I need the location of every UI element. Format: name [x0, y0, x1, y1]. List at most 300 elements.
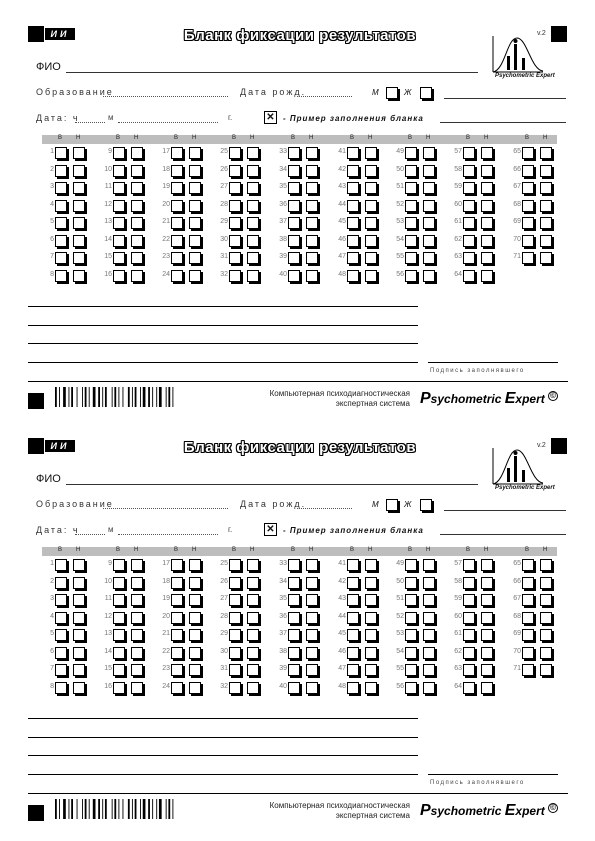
answer-no-checkbox[interactable] — [131, 647, 143, 659]
answer-yes-checkbox[interactable] — [463, 682, 475, 694]
answer-no-checkbox[interactable] — [247, 612, 259, 624]
answer-no-checkbox[interactable] — [423, 682, 435, 694]
answer-yes-checkbox[interactable] — [405, 252, 417, 264]
answer-yes-checkbox[interactable] — [463, 270, 475, 282]
answer-yes-checkbox[interactable] — [171, 252, 183, 264]
answer-no-checkbox[interactable] — [247, 577, 259, 589]
answer-yes-checkbox[interactable] — [522, 235, 534, 247]
answer-no-checkbox[interactable] — [247, 182, 259, 194]
answer-yes-checkbox[interactable] — [229, 235, 241, 247]
answer-yes-checkbox[interactable] — [113, 664, 125, 676]
answer-yes-checkbox[interactable] — [288, 629, 300, 641]
answer-no-checkbox[interactable] — [189, 252, 201, 264]
answer-no-checkbox[interactable] — [365, 559, 377, 571]
answer-no-checkbox[interactable] — [540, 165, 552, 177]
notes-line[interactable] — [28, 362, 418, 363]
answer-no-checkbox[interactable] — [189, 200, 201, 212]
answer-no-checkbox[interactable] — [73, 647, 85, 659]
answer-yes-checkbox[interactable] — [113, 612, 125, 624]
answer-no-checkbox[interactable] — [540, 664, 552, 676]
answer-no-checkbox[interactable] — [540, 612, 552, 624]
extra-field-2[interactable] — [440, 534, 566, 535]
answer-no-checkbox[interactable] — [423, 664, 435, 676]
answer-no-checkbox[interactable] — [365, 629, 377, 641]
answer-yes-checkbox[interactable] — [522, 147, 534, 159]
answer-no-checkbox[interactable] — [131, 612, 143, 624]
answer-yes-checkbox[interactable] — [463, 182, 475, 194]
answer-yes-checkbox[interactable] — [347, 182, 359, 194]
answer-no-checkbox[interactable] — [540, 647, 552, 659]
answer-no-checkbox[interactable] — [423, 577, 435, 589]
answer-yes-checkbox[interactable] — [288, 235, 300, 247]
answer-yes-checkbox[interactable] — [288, 147, 300, 159]
answer-yes-checkbox[interactable] — [288, 182, 300, 194]
answer-yes-checkbox[interactable] — [405, 200, 417, 212]
answer-yes-checkbox[interactable] — [522, 559, 534, 571]
answer-yes-checkbox[interactable] — [55, 559, 67, 571]
answer-yes-checkbox[interactable] — [113, 182, 125, 194]
answer-no-checkbox[interactable] — [131, 664, 143, 676]
answer-yes-checkbox[interactable] — [288, 217, 300, 229]
answer-yes-checkbox[interactable] — [405, 235, 417, 247]
answer-no-checkbox[interactable] — [189, 217, 201, 229]
answer-yes-checkbox[interactable] — [347, 200, 359, 212]
answer-no-checkbox[interactable] — [423, 270, 435, 282]
answer-no-checkbox[interactable] — [365, 235, 377, 247]
answer-no-checkbox[interactable] — [73, 612, 85, 624]
answer-no-checkbox[interactable] — [423, 147, 435, 159]
extra-field[interactable] — [444, 510, 566, 511]
answer-yes-checkbox[interactable] — [463, 200, 475, 212]
answer-yes-checkbox[interactable] — [229, 647, 241, 659]
answer-yes-checkbox[interactable] — [113, 252, 125, 264]
answer-yes-checkbox[interactable] — [347, 217, 359, 229]
answer-no-checkbox[interactable] — [365, 200, 377, 212]
answer-yes-checkbox[interactable] — [347, 594, 359, 606]
answer-yes-checkbox[interactable] — [463, 629, 475, 641]
answer-no-checkbox[interactable] — [365, 682, 377, 694]
answer-yes-checkbox[interactable] — [463, 165, 475, 177]
signature-field[interactable] — [428, 774, 558, 775]
answer-yes-checkbox[interactable] — [229, 612, 241, 624]
answer-yes-checkbox[interactable] — [229, 165, 241, 177]
answer-no-checkbox[interactable] — [131, 577, 143, 589]
answer-yes-checkbox[interactable] — [522, 165, 534, 177]
answer-yes-checkbox[interactable] — [55, 629, 67, 641]
answer-no-checkbox[interactable] — [189, 664, 201, 676]
answer-yes-checkbox[interactable] — [229, 577, 241, 589]
answer-no-checkbox[interactable] — [540, 252, 552, 264]
education-field[interactable] — [103, 96, 228, 97]
answer-no-checkbox[interactable] — [189, 165, 201, 177]
answer-yes-checkbox[interactable] — [463, 664, 475, 676]
answer-yes-checkbox[interactable] — [229, 252, 241, 264]
answer-no-checkbox[interactable] — [481, 664, 493, 676]
answer-no-checkbox[interactable] — [423, 217, 435, 229]
notes-line[interactable] — [28, 774, 418, 775]
answer-yes-checkbox[interactable] — [347, 252, 359, 264]
answer-no-checkbox[interactable] — [306, 577, 318, 589]
answer-no-checkbox[interactable] — [73, 147, 85, 159]
answer-no-checkbox[interactable] — [481, 559, 493, 571]
answer-yes-checkbox[interactable] — [405, 612, 417, 624]
answer-yes-checkbox[interactable] — [229, 200, 241, 212]
answer-no-checkbox[interactable] — [189, 559, 201, 571]
answer-no-checkbox[interactable] — [306, 147, 318, 159]
answer-yes-checkbox[interactable] — [113, 647, 125, 659]
answer-yes-checkbox[interactable] — [347, 612, 359, 624]
answer-no-checkbox[interactable] — [365, 594, 377, 606]
answer-yes-checkbox[interactable] — [171, 612, 183, 624]
education-field[interactable] — [103, 508, 228, 509]
answer-no-checkbox[interactable] — [131, 235, 143, 247]
answer-no-checkbox[interactable] — [247, 217, 259, 229]
answer-yes-checkbox[interactable] — [55, 682, 67, 694]
answer-yes-checkbox[interactable] — [288, 200, 300, 212]
answer-yes-checkbox[interactable] — [55, 165, 67, 177]
answer-no-checkbox[interactable] — [365, 270, 377, 282]
answer-no-checkbox[interactable] — [73, 664, 85, 676]
notes-line[interactable] — [28, 718, 418, 719]
answer-yes-checkbox[interactable] — [171, 217, 183, 229]
answer-yes-checkbox[interactable] — [288, 559, 300, 571]
answer-no-checkbox[interactable] — [189, 577, 201, 589]
answer-yes-checkbox[interactable] — [171, 682, 183, 694]
answer-yes-checkbox[interactable] — [522, 612, 534, 624]
answer-no-checkbox[interactable] — [306, 594, 318, 606]
answer-no-checkbox[interactable] — [189, 629, 201, 641]
gender-m-checkbox[interactable] — [386, 499, 398, 511]
answer-yes-checkbox[interactable] — [522, 629, 534, 641]
answer-no-checkbox[interactable] — [481, 594, 493, 606]
answer-no-checkbox[interactable] — [306, 682, 318, 694]
answer-no-checkbox[interactable] — [365, 612, 377, 624]
answer-yes-checkbox[interactable] — [113, 577, 125, 589]
answer-no-checkbox[interactable] — [306, 200, 318, 212]
answer-yes-checkbox[interactable] — [55, 147, 67, 159]
answer-no-checkbox[interactable] — [540, 594, 552, 606]
answer-yes-checkbox[interactable] — [229, 682, 241, 694]
answer-yes-checkbox[interactable] — [171, 182, 183, 194]
answer-yes-checkbox[interactable] — [347, 629, 359, 641]
answer-yes-checkbox[interactable] — [405, 165, 417, 177]
answer-no-checkbox[interactable] — [73, 594, 85, 606]
answer-no-checkbox[interactable] — [131, 182, 143, 194]
answer-no-checkbox[interactable] — [481, 629, 493, 641]
answer-yes-checkbox[interactable] — [229, 559, 241, 571]
date-month-field[interactable] — [118, 534, 218, 535]
answer-no-checkbox[interactable] — [73, 235, 85, 247]
answer-yes-checkbox[interactable] — [347, 235, 359, 247]
answer-no-checkbox[interactable] — [423, 235, 435, 247]
answer-no-checkbox[interactable] — [481, 200, 493, 212]
answer-no-checkbox[interactable] — [131, 629, 143, 641]
answer-no-checkbox[interactable] — [247, 664, 259, 676]
answer-yes-checkbox[interactable] — [55, 235, 67, 247]
answer-yes-checkbox[interactable] — [405, 559, 417, 571]
answer-no-checkbox[interactable] — [131, 559, 143, 571]
answer-no-checkbox[interactable] — [306, 217, 318, 229]
answer-yes-checkbox[interactable] — [113, 217, 125, 229]
answer-no-checkbox[interactable] — [481, 165, 493, 177]
answer-no-checkbox[interactable] — [481, 147, 493, 159]
answer-no-checkbox[interactable] — [423, 200, 435, 212]
answer-no-checkbox[interactable] — [247, 682, 259, 694]
answer-yes-checkbox[interactable] — [522, 594, 534, 606]
answer-yes-checkbox[interactable] — [229, 217, 241, 229]
answer-no-checkbox[interactable] — [540, 235, 552, 247]
answer-yes-checkbox[interactable] — [463, 594, 475, 606]
gender-m-checkbox[interactable] — [386, 87, 398, 99]
answer-yes-checkbox[interactable] — [405, 629, 417, 641]
answer-yes-checkbox[interactable] — [347, 165, 359, 177]
answer-no-checkbox[interactable] — [306, 629, 318, 641]
fio-field[interactable] — [66, 72, 478, 73]
answer-no-checkbox[interactable] — [189, 682, 201, 694]
answer-no-checkbox[interactable] — [131, 147, 143, 159]
birthdate-field[interactable] — [297, 96, 352, 97]
answer-no-checkbox[interactable] — [481, 270, 493, 282]
answer-yes-checkbox[interactable] — [522, 647, 534, 659]
answer-no-checkbox[interactable] — [306, 182, 318, 194]
answer-no-checkbox[interactable] — [540, 577, 552, 589]
answer-yes-checkbox[interactable] — [288, 612, 300, 624]
answer-yes-checkbox[interactable] — [113, 165, 125, 177]
answer-yes-checkbox[interactable] — [288, 270, 300, 282]
answer-no-checkbox[interactable] — [306, 270, 318, 282]
answer-yes-checkbox[interactable] — [171, 577, 183, 589]
notes-line[interactable] — [28, 306, 418, 307]
answer-no-checkbox[interactable] — [189, 182, 201, 194]
answer-yes-checkbox[interactable] — [405, 594, 417, 606]
answer-no-checkbox[interactable] — [306, 559, 318, 571]
answer-no-checkbox[interactable] — [247, 200, 259, 212]
answer-no-checkbox[interactable] — [247, 594, 259, 606]
answer-no-checkbox[interactable] — [306, 235, 318, 247]
answer-yes-checkbox[interactable] — [405, 270, 417, 282]
answer-no-checkbox[interactable] — [306, 165, 318, 177]
answer-yes-checkbox[interactable] — [229, 629, 241, 641]
answer-no-checkbox[interactable] — [365, 664, 377, 676]
answer-yes-checkbox[interactable] — [55, 594, 67, 606]
answer-yes-checkbox[interactable] — [171, 270, 183, 282]
answer-yes-checkbox[interactable] — [171, 200, 183, 212]
answer-no-checkbox[interactable] — [306, 252, 318, 264]
answer-no-checkbox[interactable] — [423, 647, 435, 659]
answer-no-checkbox[interactable] — [481, 252, 493, 264]
answer-yes-checkbox[interactable] — [113, 270, 125, 282]
extra-field[interactable] — [444, 98, 566, 99]
fio-field[interactable] — [66, 484, 478, 485]
answer-no-checkbox[interactable] — [481, 647, 493, 659]
answer-yes-checkbox[interactable] — [405, 682, 417, 694]
answer-yes-checkbox[interactable] — [229, 270, 241, 282]
answer-yes-checkbox[interactable] — [347, 647, 359, 659]
answer-yes-checkbox[interactable] — [463, 612, 475, 624]
answer-yes-checkbox[interactable] — [463, 559, 475, 571]
answer-no-checkbox[interactable] — [423, 594, 435, 606]
answer-no-checkbox[interactable] — [481, 217, 493, 229]
answer-yes-checkbox[interactable] — [171, 647, 183, 659]
answer-no-checkbox[interactable] — [73, 252, 85, 264]
answer-yes-checkbox[interactable] — [288, 647, 300, 659]
answer-yes-checkbox[interactable] — [55, 270, 67, 282]
date-day-field[interactable] — [75, 122, 105, 123]
answer-no-checkbox[interactable] — [189, 270, 201, 282]
answer-no-checkbox[interactable] — [247, 647, 259, 659]
answer-yes-checkbox[interactable] — [55, 200, 67, 212]
date-day-field[interactable] — [75, 534, 105, 535]
answer-yes-checkbox[interactable] — [347, 147, 359, 159]
answer-yes-checkbox[interactable] — [463, 147, 475, 159]
answer-no-checkbox[interactable] — [247, 165, 259, 177]
answer-no-checkbox[interactable] — [131, 200, 143, 212]
answer-no-checkbox[interactable] — [306, 647, 318, 659]
answer-yes-checkbox[interactable] — [522, 182, 534, 194]
answer-no-checkbox[interactable] — [365, 217, 377, 229]
answer-no-checkbox[interactable] — [73, 165, 85, 177]
answer-yes-checkbox[interactable] — [171, 165, 183, 177]
answer-no-checkbox[interactable] — [73, 629, 85, 641]
answer-yes-checkbox[interactable] — [171, 629, 183, 641]
answer-no-checkbox[interactable] — [189, 594, 201, 606]
answer-yes-checkbox[interactable] — [229, 664, 241, 676]
answer-yes-checkbox[interactable] — [171, 147, 183, 159]
answer-no-checkbox[interactable] — [423, 559, 435, 571]
answer-yes-checkbox[interactable] — [171, 559, 183, 571]
extra-field-2[interactable] — [440, 122, 566, 123]
answer-no-checkbox[interactable] — [481, 682, 493, 694]
answer-yes-checkbox[interactable] — [347, 270, 359, 282]
answer-no-checkbox[interactable] — [131, 594, 143, 606]
answer-yes-checkbox[interactable] — [463, 217, 475, 229]
answer-no-checkbox[interactable] — [247, 559, 259, 571]
answer-yes-checkbox[interactable] — [405, 147, 417, 159]
answer-yes-checkbox[interactable] — [229, 147, 241, 159]
answer-no-checkbox[interactable] — [540, 217, 552, 229]
answer-yes-checkbox[interactable] — [522, 664, 534, 676]
answer-no-checkbox[interactable] — [365, 577, 377, 589]
answer-no-checkbox[interactable] — [131, 682, 143, 694]
answer-no-checkbox[interactable] — [423, 165, 435, 177]
answer-yes-checkbox[interactable] — [522, 217, 534, 229]
gender-f-checkbox[interactable] — [420, 499, 432, 511]
answer-yes-checkbox[interactable] — [463, 647, 475, 659]
answer-no-checkbox[interactable] — [73, 559, 85, 571]
answer-no-checkbox[interactable] — [247, 147, 259, 159]
answer-no-checkbox[interactable] — [540, 559, 552, 571]
answer-no-checkbox[interactable] — [73, 682, 85, 694]
answer-yes-checkbox[interactable] — [229, 594, 241, 606]
answer-no-checkbox[interactable] — [481, 577, 493, 589]
answer-yes-checkbox[interactable] — [288, 682, 300, 694]
answer-yes-checkbox[interactable] — [171, 664, 183, 676]
answer-no-checkbox[interactable] — [73, 200, 85, 212]
answer-no-checkbox[interactable] — [423, 612, 435, 624]
answer-yes-checkbox[interactable] — [55, 577, 67, 589]
answer-yes-checkbox[interactable] — [171, 594, 183, 606]
answer-yes-checkbox[interactable] — [288, 577, 300, 589]
answer-yes-checkbox[interactable] — [522, 577, 534, 589]
answer-yes-checkbox[interactable] — [463, 577, 475, 589]
answer-no-checkbox[interactable] — [306, 612, 318, 624]
answer-no-checkbox[interactable] — [247, 252, 259, 264]
answer-no-checkbox[interactable] — [540, 629, 552, 641]
answer-no-checkbox[interactable] — [423, 629, 435, 641]
answer-yes-checkbox[interactable] — [405, 647, 417, 659]
answer-yes-checkbox[interactable] — [55, 252, 67, 264]
answer-no-checkbox[interactable] — [189, 147, 201, 159]
answer-yes-checkbox[interactable] — [113, 594, 125, 606]
answer-no-checkbox[interactable] — [481, 612, 493, 624]
notes-line[interactable] — [28, 343, 418, 344]
answer-yes-checkbox[interactable] — [55, 182, 67, 194]
gender-f-checkbox[interactable] — [420, 87, 432, 99]
answer-no-checkbox[interactable] — [306, 664, 318, 676]
answer-no-checkbox[interactable] — [481, 182, 493, 194]
signature-field[interactable] — [428, 362, 558, 363]
answer-yes-checkbox[interactable] — [288, 664, 300, 676]
answer-yes-checkbox[interactable] — [113, 147, 125, 159]
answer-no-checkbox[interactable] — [189, 612, 201, 624]
answer-no-checkbox[interactable] — [365, 252, 377, 264]
answer-no-checkbox[interactable] — [365, 182, 377, 194]
answer-no-checkbox[interactable] — [540, 182, 552, 194]
answer-no-checkbox[interactable] — [540, 147, 552, 159]
answer-no-checkbox[interactable] — [131, 165, 143, 177]
answer-no-checkbox[interactable] — [131, 217, 143, 229]
answer-no-checkbox[interactable] — [247, 270, 259, 282]
answer-no-checkbox[interactable] — [73, 577, 85, 589]
answer-yes-checkbox[interactable] — [522, 252, 534, 264]
answer-yes-checkbox[interactable] — [288, 165, 300, 177]
answer-yes-checkbox[interactable] — [113, 629, 125, 641]
answer-no-checkbox[interactable] — [365, 147, 377, 159]
notes-line[interactable] — [28, 755, 418, 756]
answer-yes-checkbox[interactable] — [405, 182, 417, 194]
answer-yes-checkbox[interactable] — [463, 252, 475, 264]
answer-no-checkbox[interactable] — [189, 235, 201, 247]
answer-no-checkbox[interactable] — [423, 182, 435, 194]
answer-yes-checkbox[interactable] — [288, 594, 300, 606]
answer-yes-checkbox[interactable] — [405, 664, 417, 676]
date-month-field[interactable] — [118, 122, 218, 123]
answer-yes-checkbox[interactable] — [113, 200, 125, 212]
answer-yes-checkbox[interactable] — [347, 682, 359, 694]
answer-yes-checkbox[interactable] — [405, 217, 417, 229]
answer-yes-checkbox[interactable] — [229, 182, 241, 194]
answer-yes-checkbox[interactable] — [288, 252, 300, 264]
answer-yes-checkbox[interactable] — [347, 664, 359, 676]
notes-line[interactable] — [28, 325, 418, 326]
answer-no-checkbox[interactable] — [131, 270, 143, 282]
answer-yes-checkbox[interactable] — [113, 559, 125, 571]
answer-yes-checkbox[interactable] — [405, 577, 417, 589]
answer-no-checkbox[interactable] — [365, 165, 377, 177]
answer-yes-checkbox[interactable] — [171, 235, 183, 247]
answer-no-checkbox[interactable] — [73, 182, 85, 194]
answer-no-checkbox[interactable] — [131, 252, 143, 264]
answer-yes-checkbox[interactable] — [347, 577, 359, 589]
answer-yes-checkbox[interactable] — [113, 235, 125, 247]
answer-yes-checkbox[interactable] — [55, 217, 67, 229]
answer-yes-checkbox[interactable] — [55, 612, 67, 624]
answer-no-checkbox[interactable] — [540, 200, 552, 212]
answer-yes-checkbox[interactable] — [522, 200, 534, 212]
answer-yes-checkbox[interactable] — [55, 647, 67, 659]
notes-line[interactable] — [28, 737, 418, 738]
answer-yes-checkbox[interactable] — [55, 664, 67, 676]
